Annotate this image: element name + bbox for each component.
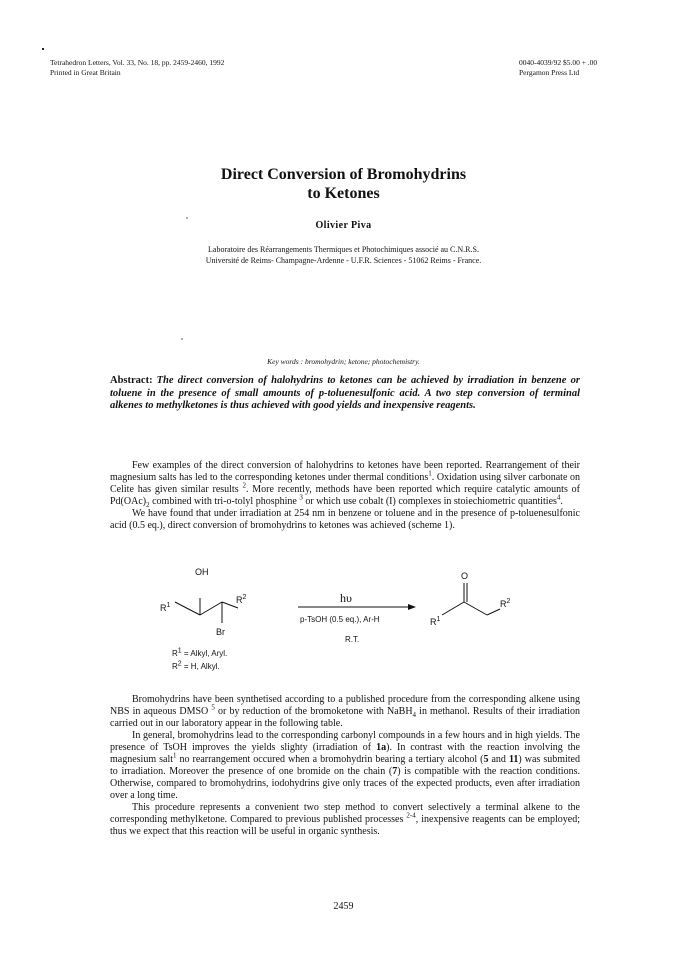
text-run: and: [488, 754, 509, 765]
page-speck: [186, 217, 188, 219]
text-run: . More recently, methods have been reported which require catalytic amounts of Pd(OAc): [110, 484, 580, 507]
r1-definition: [172, 649, 227, 658]
compound-ref: 7: [392, 766, 398, 777]
text-run: . Oxidation using silver carbonate on Celite has given similar results: [110, 472, 580, 495]
label-r: R: [160, 603, 167, 613]
journal-citation: Tetrahedron Letters, Vol. 33, No. 18, pp. 2459-2460, 1992: [50, 58, 225, 67]
compound-ref: 11: [508, 754, 519, 765]
intro-paragraph-1: [110, 460, 580, 508]
definition-text: = Alkyl, Aryl.: [181, 649, 228, 658]
page-number: 2459: [333, 901, 354, 912]
bond-c-r2: [487, 609, 500, 615]
text-run: Bromohydrins have been synthetised according to a published procedure from the corresponding alkene using NBS in aqueous DMSO: [110, 694, 580, 717]
bond-r1-c1: [175, 602, 200, 615]
citation-ref: 3: [299, 493, 303, 502]
bond-c1-c2: [200, 602, 222, 615]
compound-ref: 1a: [376, 742, 387, 753]
text-run: ) is compatible with the reaction conditions. Otherwise, compared to bromohydrins, iodohydrins give only traces of the expected products, even after irradiation over a long time.: [110, 766, 580, 801]
printed-in: Printed in Great Britain: [50, 68, 121, 77]
affiliation: [0, 244, 687, 266]
label-r2-left: [236, 595, 246, 605]
label-r-sup: 1: [436, 616, 441, 623]
citation-ref: 1: [428, 469, 432, 478]
text-run: no rearrangement occured when a bromohydrin bearing a tertiary alcohol (: [176, 754, 484, 765]
journal-header-right: [519, 58, 597, 78]
paper-title: [0, 165, 687, 203]
label-r-sup: 2: [242, 594, 247, 601]
title-line-2: to Ketones: [307, 185, 380, 202]
results-paragraph-1: [110, 694, 580, 730]
abstract-text: The direct conversion of halohydrins to ketones can be achieved by irradiation in benzene or toluene in the presence of small amounts of p-toluenesulfonic acid. A two step conversion of terminal alkenes to methylketones is thus achieved with good yields and inexpensive reagents.: [110, 375, 580, 411]
label-rt: R.T.: [345, 635, 360, 644]
affiliation-line-2: Université de Reims- Champagne-Ardenne - U.F.R. Sciences - 51062 Reims - France.: [205, 256, 482, 265]
citation-ref: 1: [173, 751, 177, 760]
label-r-sup: 2: [177, 660, 182, 668]
text-run: ) was submited to irradiation. Moreover the presence of one bromide on the chain (: [110, 754, 580, 777]
label-r: R: [500, 599, 507, 609]
citation-ref: 5: [211, 703, 215, 712]
label-r: R: [430, 617, 437, 627]
label-r1-right: [430, 617, 440, 627]
text-run: In general, bromohydrins lead to the corresponding carbonyl compounds in a few hours and in high yields. The presence of TsOH improves the yields slighty (irradiation of: [110, 730, 580, 753]
subscript: 4: [412, 711, 417, 719]
intro-section: [110, 460, 580, 532]
subscript: 2: [146, 501, 150, 509]
title-line-1: Direct Conversion of Bromohydrins: [220, 166, 467, 183]
label-br: Br: [216, 627, 225, 637]
citation-ref: 2-4: [406, 811, 416, 820]
text-run: in methanol. Results of their irradiation carried out in our laboratory appear in the following table.: [110, 706, 580, 729]
abstract-label: Abstract:: [110, 375, 153, 386]
arrow-head: [408, 604, 416, 610]
label-r: R: [172, 649, 178, 658]
bond-r1-co: [442, 602, 464, 615]
label-o: O: [461, 571, 469, 581]
citation-ref: 2: [242, 481, 246, 490]
intro-paragraph-2: We have found that under irradiation at 254 nm in benzene or toluene and in the presence of p-toluenesulfonic acid (0.5 eq.), direct conversion of bromohydrins to ketones was achieved (scheme 1).: [110, 508, 580, 531]
reaction-scheme: [150, 565, 550, 673]
label-r-sup: 1: [166, 602, 171, 609]
label-r: R: [236, 595, 243, 605]
author-name: Olivier Piva: [315, 220, 372, 231]
definition-text: = H, Alkyl.: [181, 662, 220, 671]
issn-price: 0040-4039/92 $5.00 + .00: [519, 58, 598, 67]
label-r1-left: [160, 603, 170, 613]
results-paragraph-3: [110, 802, 580, 838]
affiliation-line-1: Laboratoire des Réarrangements Thermiques et Photochimiques associé au C.N.R.S.: [208, 245, 479, 254]
label-oh: OH: [195, 567, 209, 577]
page-speck: [42, 48, 44, 50]
text-run: or by reduction of the bromoketone with NaBH: [214, 706, 413, 717]
text-run: .: [560, 496, 563, 507]
bond-co-c: [464, 602, 487, 615]
page-speck: [181, 338, 183, 340]
label-r2-right: [500, 599, 510, 609]
text-run: ). In contrast with the reaction involving the magnesium salt: [110, 742, 580, 765]
abstract: [110, 375, 580, 413]
text-run: , inexpensive reagents can be employed; thus we expect that this reaction will be useful in organic synthesis.: [110, 814, 580, 837]
text-run: This procedure represents a convenient two step method to convert selectively a terminal alkene to the corresponding methylketone. Compared to previous published processes: [110, 802, 580, 825]
keywords: Key words : bromohydrin; ketone; photochemistry.: [267, 357, 420, 366]
r2-definition: [172, 662, 220, 671]
publisher: Pergamon Press Ltd: [519, 68, 580, 77]
journal-header-left: [50, 58, 224, 78]
label-r: R: [172, 662, 178, 671]
label-conditions: p-TsOH (0.5 eq.), Ar-H: [300, 615, 380, 624]
text-run: combined with tri-o-tolyl phosphine: [149, 496, 300, 507]
compound-ref: 5: [483, 754, 489, 765]
citation-ref: 4: [556, 493, 561, 502]
label-r-sup: 2: [506, 598, 511, 605]
results-section: [110, 694, 580, 838]
label-hv: hυ: [340, 591, 352, 605]
text-run: Few examples of the direct conversion of halohydrins to ketones have been reported. Rearrangement of their magnesium salts has led to the corresponding ketones under thermal conditions: [110, 460, 580, 483]
text-run: or which use cobalt (I) complexes in stoiechiometric quantities: [302, 496, 557, 507]
results-paragraph-2: [110, 730, 580, 802]
label-r-sup: 1: [177, 647, 182, 655]
